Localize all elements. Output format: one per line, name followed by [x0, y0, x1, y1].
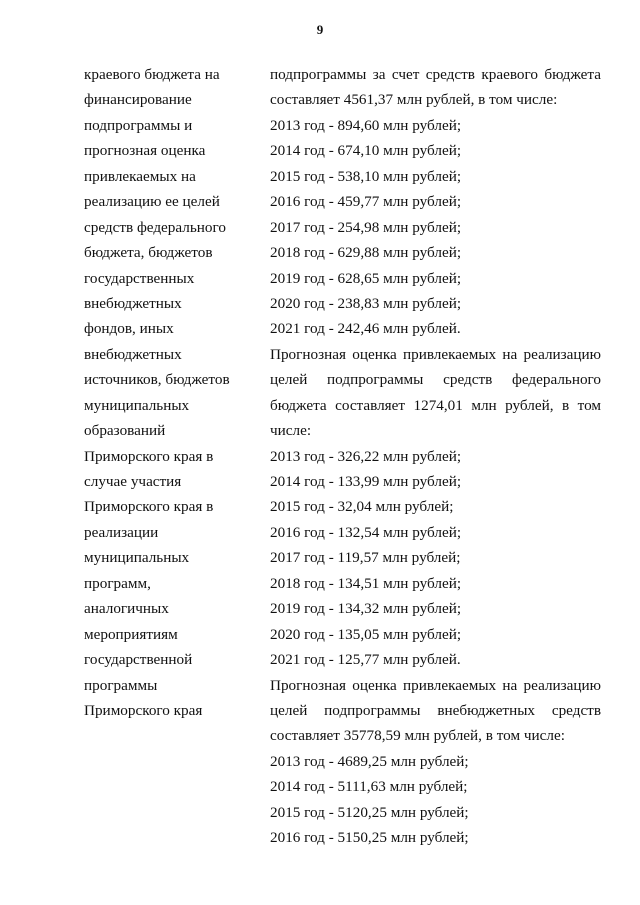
right-column-line: 2021 год - 242,46 млн рублей.: [270, 320, 461, 338]
left-column-line: Приморского края: [84, 701, 203, 719]
right-column-line: 2015 год - 5120,25 млн рублей;: [270, 803, 469, 821]
left-column-line: государственной: [84, 651, 193, 669]
right-column-line: 2015 год - 538,10 млн рублей;: [270, 167, 462, 185]
right-column-line: числе:: [270, 422, 312, 440]
right-column-line: 2018 год - 629,88 млн рублей;: [270, 244, 462, 262]
right-column-line: 2016 год - 132,54 млн рублей;: [270, 523, 462, 541]
right-column-line: 2019 год - 628,65 млн рублей;: [270, 269, 462, 287]
right-column-line: 2016 год - 5150,25 млн рублей;: [270, 829, 469, 847]
right-column-line: 2014 год - 674,10 млн рублей;: [270, 142, 462, 160]
right-column-line: 2015 год - 32,04 млн рублей;: [270, 498, 454, 516]
right-column-line: Прогнозная оценка привлекаемых на реализацию: [270, 345, 601, 363]
right-column-line: 2013 год - 326,22 млн рублей;: [270, 447, 462, 465]
left-column-line: случае участия: [84, 473, 182, 490]
left-column-line: источников, бюджетов: [84, 371, 230, 389]
right-column-line: составляет 4561,37 млн рублей, в том числе:: [270, 91, 558, 109]
right-column-line: целей подпрограммы внебюджетных средств: [270, 701, 601, 719]
right-column-line: 2014 год - 133,99 млн рублей;: [270, 473, 462, 490]
right-column-line: 2017 год - 254,98 млн рублей;: [270, 218, 462, 236]
left-column-line: программ,: [84, 574, 151, 592]
left-column-line: государственных: [84, 269, 195, 287]
left-column-line: подпрограммы и: [84, 116, 193, 134]
right-column-line: 2020 год - 135,05 млн рублей;: [270, 625, 462, 643]
left-column-line: муниципальных: [84, 549, 190, 567]
left-column-line: привлекаемых на: [84, 167, 196, 185]
right-column-line: Прогнозная оценка привлекаемых на реализацию: [270, 676, 601, 694]
left-column-line: средств федерального: [84, 218, 226, 236]
left-column-line: мероприятиям: [84, 625, 178, 643]
left-column-line: аналогичных: [84, 600, 169, 618]
left-column-label: [84, 62, 264, 723]
right-column-line: составляет 35778,59 млн рублей, в том числе:: [270, 727, 565, 745]
left-column-line: Приморского края в: [84, 498, 214, 516]
right-column-line: подпрограммы за счет средств краевого бюджета: [270, 66, 601, 83]
left-column-line: внебюджетных: [84, 345, 182, 363]
left-column-line: Приморского края в: [84, 447, 214, 465]
left-column-line: программы: [84, 676, 158, 694]
right-column-line: 2018 год - 134,51 млн рублей;: [270, 574, 462, 592]
right-column-line: 2021 год - 125,77 млн рублей.: [270, 651, 461, 669]
right-column-line: целей подпрограммы средств федерального: [270, 371, 601, 389]
left-column-line: реализацию ее целей: [84, 193, 220, 211]
right-column-line: 2020 год - 238,83 млн рублей;: [270, 294, 462, 312]
left-column-line: муниципальных: [84, 396, 190, 414]
right-column-line: 2013 год - 4689,25 млн рублей;: [270, 752, 469, 770]
left-column-line: бюджета, бюджетов: [84, 244, 213, 262]
left-column-line: фондов, иных: [84, 320, 174, 338]
right-column-line: 2019 год - 134,32 млн рублей;: [270, 600, 462, 618]
left-column-line: прогнозная оценка: [84, 142, 206, 160]
right-column-line: 2013 год - 894,60 млн рублей;: [270, 116, 462, 134]
left-column-line: образований: [84, 422, 166, 440]
left-column-line: реализации: [84, 523, 159, 541]
left-column-line: финансирование: [84, 91, 192, 109]
right-column-content: [270, 62, 601, 851]
right-column-line: 2016 год - 459,77 млн рублей;: [270, 193, 462, 211]
left-column-line: внебюджетных: [84, 294, 182, 312]
left-column-line: краевого бюджета на: [84, 66, 220, 83]
right-column-line: бюджета составляет 1274,01 млн рублей, в том: [270, 396, 601, 414]
page-number: 9: [316, 22, 324, 37]
right-column-line: 2014 год - 5111,63 млн рублей;: [270, 778, 468, 796]
right-column-line: 2017 год - 119,57 млн рублей;: [270, 549, 461, 567]
